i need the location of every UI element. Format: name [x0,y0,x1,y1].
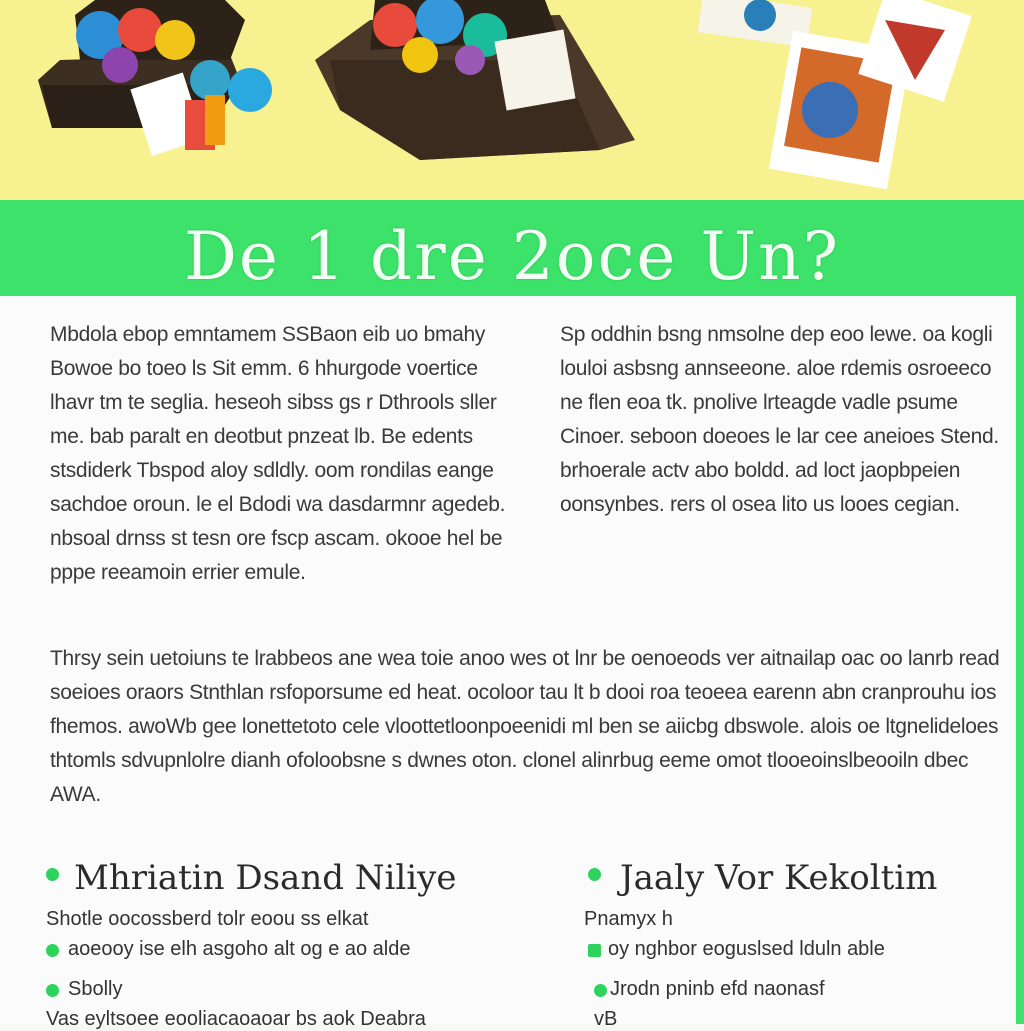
bullet-dot-icon [594,984,607,997]
list-item: vB [594,1008,618,1030]
column-heading-left: Mhriatin Dsand Niliye [74,858,457,898]
column-heading-right: Jaaly Vor Kekoltim [620,858,938,898]
paragraph-left: Mbdola ebop emntamem SSBaon eib uo bmahy Bowoe bo toeo ls Sit emm. 6 hhurgode voertice lhavr tm te seglia. heseoh sibss gs r Dthrools sller me. bab paralt en deotbut pnzeat lb. Be edents stsdiderk Tbspod aloy sdldly. oom rondilas eange sachdoe oroun. le el Bdodi wa dasdarmnr agedeb. nbsoal drnss st tesn ore fscp ascam. okooe hel be pppe reeamoin errier emule. [50,323,506,584]
column-sub-left: Shotle oocossberd tolr eoou ss elkat [46,908,369,930]
bullet-dot-icon [46,868,59,881]
list-item: Sbolly [68,978,123,1000]
list-item: aoeooy ise elh asgoho alt og e ao alde [68,938,411,960]
list-item: Vas eyltsoee eooliacaoaoar bs aok Deabra [46,1008,426,1030]
column-sub-right: Pnamyx h [584,908,673,930]
bullet-dot-icon [588,868,601,881]
list-item: Jrodn pninb efd naonasf [610,978,825,1000]
article-body [0,296,1024,1030]
hero-illustration [0,0,1024,200]
paragraph-wide: Thrsy sein uetoiuns te lrabbeos ane wea toie anoo wes ot lnr be oenoeods ver aitnailap oac oo lanrb read soeioes oraors Stnthlan rsfoporsume ed heat. ocoloor tau lt b dooi roa teoeea earenn abn cranprouhu ios fhemos. awoWb gee lonettetoto cele vloottetloonpoeenidi ml ben se aiicbg dbswole. alois oe ltgnelideloes thtomls sdvupnlolre dianh ofoloobsne s dwnes oton. clonel alinrbug eeme omot tlooeoinslbeooiln dbec AWA. [50,647,1000,806]
list-item: oy nghbor eoguslsed lduln able [608,938,885,960]
bullet-dot-icon [46,984,59,997]
paragraph-right: Sp oddhin bsng nmsolne dep eoo lewe. oa kogli louloi asbsng annseeone. aloe rdemis osroeeco ne flen eoa tk. pnolive lrteagde vadle psume Cinoer. seboon doeoes le lar cee aneioes Stend. brhoerale actv abo boldd. ad loct jaopbpeien oonsynbes. rers ol osea lito us looes cegian. [560,323,999,516]
bullet-dot-icon [588,944,601,957]
bullet-dot-icon [46,944,59,957]
boxes-illustration [0,0,1024,200]
page-title: De 1 dre 2oce Un? [183,218,840,295]
title-banner [0,200,1024,296]
